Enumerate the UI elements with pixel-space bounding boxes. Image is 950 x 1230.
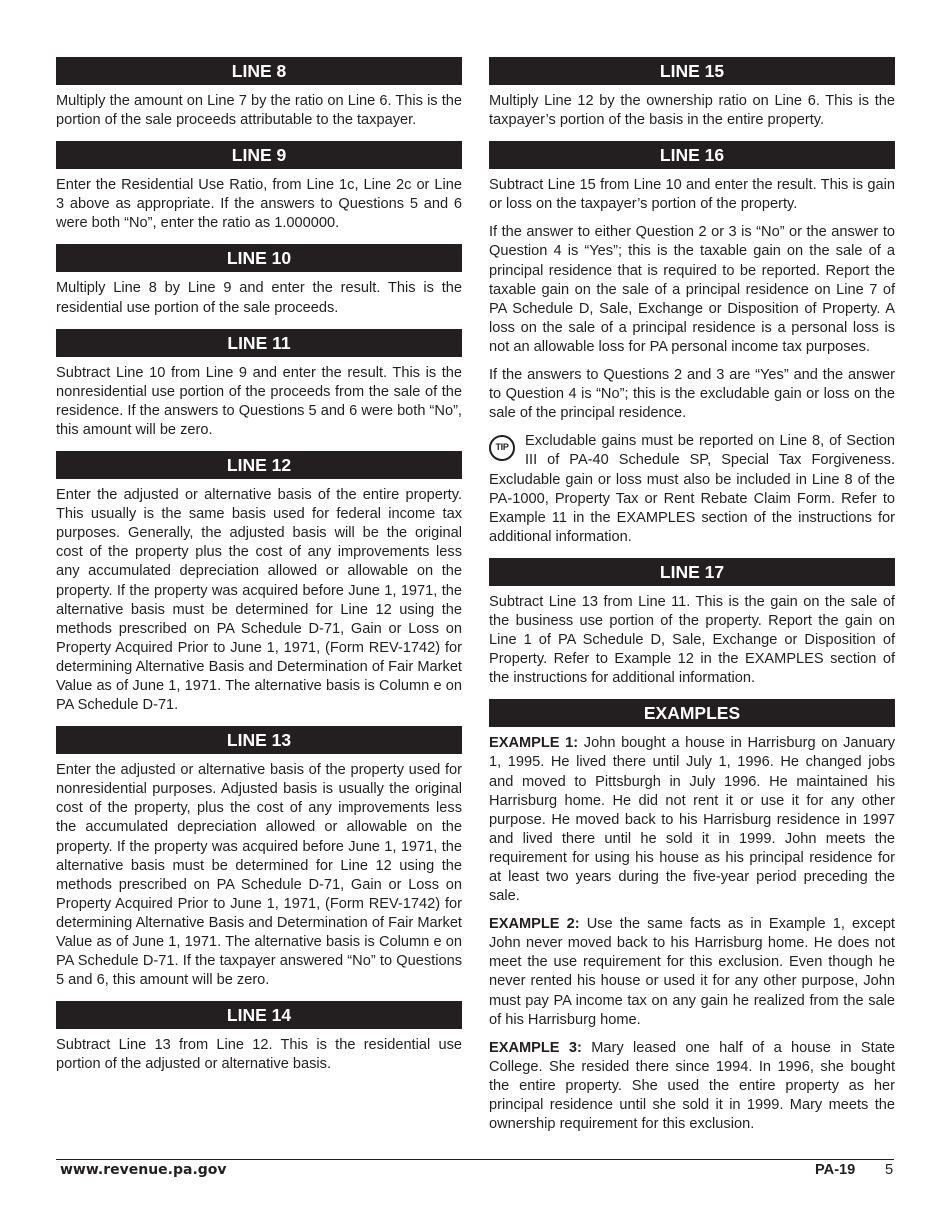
tip-paragraph xyxy=(489,432,895,547)
section-line-8 xyxy=(56,57,462,130)
example-text: John bought a house in Harrisburg on January 1, 1995. He lived there until July 1, 1996. He changed jobs and moved to Pittsburgh in July 1996. He maintained his Harrisburg home. He did not rent it or use it for any other purpose. He moved back to his Harrisburg residence in 1997 and lived there until he sold it in 1999. John meets the requirement for using his house as his principal residence for at least two years during the five-year period preceding the sale. xyxy=(489,735,895,905)
example-text: Mary leased one half of a house in State College. She resided there since 1994. In 1996, she bought the entire property. She used the entire property as her principal residence until she sold it in 1999. Mary meets the ownership requirement for this exclusion. xyxy=(489,1039,895,1133)
left-column xyxy=(56,57,462,1085)
section-text: Enter the adjusted or alternative basis of the entire property. This usually is the same basis used for federal income tax purposes. Generally, the adjusted basis will be the original cost of the property plus the cost of any improvements less any accumulated depreciation allowed or allowable on the property. If the property was acquired before June 1, 1971, the alternative basis must be determined for Line 12 using the methods prescribed on PA Schedule D-71, Gain or Loss on Property Acquired Prior to June 1, 1971, (Form REV-1742) for determining Alternative Basis and Determination of Fair Market Value as of June 1, 1971. The alternative basis is Column e on PA Schedule D-71. xyxy=(56,487,462,714)
section-heading: EXAMPLES xyxy=(489,699,895,727)
example-2 xyxy=(489,915,895,1030)
tip-text: Excludable gains must be reported on Line 8, of Section III of PA-40 Schedule SP, Special Tax Forgiveness. Excludable gain or loss must also be included in Line 8 of the PA-1000, Property Tax or Rent Rebate Claim Form. Refer to Example 11 in the EXAMPLES section of the instructions for additional information. xyxy=(489,433,895,545)
section-heading: LINE 15 xyxy=(489,57,895,85)
example-1 xyxy=(489,734,895,906)
section-line-14 xyxy=(56,1001,462,1074)
tip-icon: TIP xyxy=(489,435,515,461)
section-heading: LINE 10 xyxy=(56,244,462,272)
section-heading: LINE 8 xyxy=(56,57,462,85)
section-text: Subtract Line 13 from Line 11. This is the gain on the sale of the business use portion of the property. Report the gain on Line 1 of PA Schedule D, Sale, Exchange or Disposition of Property. Refer to Example 12 in the EXAMPLES section of the instructions for additional information. xyxy=(489,593,895,687)
footer-rule xyxy=(56,1159,894,1160)
section-text: Multiply Line 8 by Line 9 and enter the result. This is the residential use portion of the sale proceeds. xyxy=(56,280,462,316)
section-text: Subtract Line 13 from Line 12. This is the residential use portion of the adjusted or alternative basis. xyxy=(56,1037,462,1073)
section-text: Enter the Residential Use Ratio, from Line 1c, Line 2c or Line 3 above as appropriate. If the answers to Questions 5 and 6 were both “No”, enter the ratio as 1.000000. xyxy=(56,177,462,232)
section-heading: LINE 16 xyxy=(489,141,895,169)
section-examples xyxy=(489,699,895,1134)
example-label: EXAMPLE 1: xyxy=(489,735,579,752)
example-text: Use the same facts as in Example 1, except John never moved back to his Harrisburg home. He does not meet the use requirement for this exclusion. Even though he never rented his house or used it for any other purpose, John must pay PA income tax on any gain he realized from the sale of his Harrisburg home. xyxy=(489,916,895,1028)
example-label: EXAMPLE 3: xyxy=(489,1039,582,1056)
section-heading: LINE 13 xyxy=(56,726,462,754)
section-heading: LINE 9 xyxy=(56,141,462,169)
section-heading: LINE 17 xyxy=(489,558,895,586)
section-line-9 xyxy=(56,141,462,233)
section-line-12 xyxy=(56,451,462,715)
section-text: Enter the adjusted or alternative basis of the property used for nonresidential purposes. Adjusted basis is usually the original cost of the property, plus the cost of any improvements less the accumulated depreciation allowed or allowable on the property. If the property was acquired before June 1, 1971, the alternative basis must be determined for Line 12 using the methods prescribed on PA Schedule D-71, Gain or Loss on Property Acquired Prior to June 1, 1971, (Form REV-1742) for determining Alternative Basis and Determination of Fair Market Value as of June 1, 1971. The alternative basis is Column e on PA Schedule D-71. If the taxpayer answered “No” to Questions 5 and 6, this amount will be zero. xyxy=(56,762,462,989)
section-text: Multiply the amount on Line 7 by the ratio on Line 6. This is the portion of the sale proceeds attributable to the taxpayer. xyxy=(56,93,462,129)
footer-url[interactable]: www.revenue.pa.gov xyxy=(60,1162,227,1178)
footer-form-number: PA-19 xyxy=(815,1162,856,1178)
section-text: Multiply Line 12 by the ownership ratio on Line 6. This is the taxpayer’s portion of the basis in the entire property. xyxy=(489,93,895,129)
right-column xyxy=(489,57,895,1145)
section-text: If the answers to Questions 2 and 3 are “Yes” and the answer to Question 4 is “No”; this is the excludable gain or loss on the sale of the principal residence. xyxy=(489,367,895,422)
footer-page-number: 5 xyxy=(885,1162,894,1178)
section-text: Subtract Line 10 from Line 9 and enter the result. This is the nonresidential use portion of the proceeds from the sale of the residence. If the answers to Questions 5 and 6 were both “No”, this amount will be zero. xyxy=(56,364,462,438)
section-heading: LINE 12 xyxy=(56,451,462,479)
section-line-11 xyxy=(56,329,462,440)
section-heading: LINE 14 xyxy=(56,1001,462,1029)
section-line-15 xyxy=(489,57,895,130)
section-line-13 xyxy=(56,726,462,990)
section-line-10 xyxy=(56,244,462,317)
example-3 xyxy=(489,1039,895,1134)
section-text: Subtract Line 15 from Line 10 and enter the result. This is gain or loss on the taxpayer’s portion of the property. xyxy=(489,177,895,213)
section-heading: LINE 11 xyxy=(56,329,462,357)
example-label: EXAMPLE 2: xyxy=(489,916,580,933)
section-line-16 xyxy=(489,141,895,547)
section-line-17 xyxy=(489,558,895,688)
section-text: If the answer to either Question 2 or 3 is “No” or the answer to Question 4 is “Yes”; this is the taxable gain on the sale of a principal residence that is required to be reported. Report the taxable gain on the sale of a principal residence on Line 7 of PA Schedule D, Sale, Exchange or Disposition of Property. A loss on the sale of a principal residence is a personal loss is not an allowable loss for PA personal income tax purposes. xyxy=(489,224,895,355)
